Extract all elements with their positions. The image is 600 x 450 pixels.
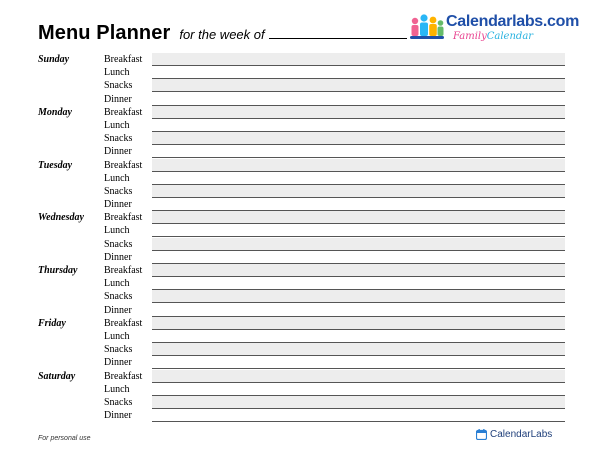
planner-row (38, 66, 565, 79)
menu-entry-line[interactable] (152, 383, 565, 396)
planner-row (38, 53, 565, 66)
meal-label: Breakfast (104, 265, 143, 276)
planner-row (38, 132, 565, 145)
logo-brand-text: Calendarlabs.com (446, 13, 580, 30)
menu-entry-line[interactable] (152, 396, 565, 409)
planner-row (38, 343, 565, 356)
planner-row (38, 251, 565, 264)
planner-row (38, 159, 565, 172)
planner-row (38, 317, 565, 330)
planner-row (38, 185, 565, 198)
week-of-blank-line (269, 37, 407, 39)
menu-entry-line[interactable] (152, 356, 565, 369)
menu-entry-line[interactable] (152, 304, 565, 317)
planner-row (38, 238, 565, 251)
logo-tagline: FamilyCalendar (453, 31, 534, 42)
calendarlabs-logo (409, 12, 580, 44)
day-label: Sunday (38, 54, 70, 65)
meal-label: Breakfast (104, 317, 143, 329)
menu-entry-line[interactable] (152, 93, 565, 106)
menu-entry-line[interactable] (152, 370, 565, 383)
menu-entry-line[interactable] (152, 251, 565, 264)
meal-label: Snacks (104, 185, 133, 197)
menu-entry-line[interactable] (152, 159, 565, 172)
planner-row (38, 304, 565, 317)
day-label: Monday (38, 106, 72, 118)
meal-label: Breakfast (104, 54, 143, 65)
planner-row (38, 224, 565, 237)
meal-label: Lunch (104, 278, 130, 290)
meal-label: Snacks (104, 238, 133, 250)
meal-label: Lunch (104, 119, 130, 131)
meal-label: Lunch (104, 383, 130, 395)
day-label: Friday (38, 317, 66, 329)
menu-entry-line[interactable] (152, 238, 565, 251)
menu-entry-line[interactable] (152, 106, 565, 119)
meal-label: Dinner (104, 251, 132, 263)
meal-label: Lunch (104, 172, 130, 184)
meal-label: Breakfast (104, 370, 143, 382)
family-figures-icon (409, 14, 445, 42)
planner-row (38, 93, 565, 106)
day-label: Thursday (38, 265, 78, 276)
meal-label: Dinner (104, 146, 132, 158)
planner-row (38, 79, 565, 92)
meal-label: Snacks (104, 344, 133, 356)
menu-entry-line[interactable] (152, 145, 565, 158)
planner-row (38, 409, 565, 422)
menu-entry-line[interactable] (152, 198, 565, 211)
day-label: Saturday (38, 370, 76, 382)
menu-entry-line[interactable] (152, 66, 565, 79)
menu-entry-line[interactable] (152, 330, 565, 343)
day-label: Wednesday (38, 212, 84, 224)
menu-entry-line[interactable] (152, 343, 565, 356)
menu-entry-line[interactable] (152, 224, 565, 237)
meal-label: Dinner (104, 357, 132, 369)
day-label: Tuesday (38, 159, 73, 171)
planner-row (38, 356, 565, 369)
page-title: Menu Planner (38, 22, 171, 44)
menu-entry-line[interactable] (152, 277, 565, 290)
week-of-label: for the week of (179, 27, 265, 42)
planner-row (38, 290, 565, 303)
planner-row (38, 145, 565, 158)
planner-row (38, 330, 565, 343)
menu-entry-line[interactable] (152, 53, 565, 66)
meal-label: Dinner (104, 410, 132, 422)
menu-entry-line[interactable] (152, 172, 565, 185)
menu-entry-line[interactable] (152, 79, 565, 92)
calendar-icon (476, 429, 487, 440)
meal-label: Lunch (104, 330, 130, 342)
menu-entry-line[interactable] (152, 119, 565, 132)
meal-label: Breakfast (104, 159, 143, 171)
planner-row (38, 119, 565, 132)
planner-row (38, 172, 565, 185)
menu-entry-line[interactable] (152, 132, 565, 145)
footer-brand-label: CalendarLabs (490, 429, 553, 440)
menu-entry-line[interactable] (152, 264, 565, 277)
planner-row (38, 106, 565, 119)
meal-label: Snacks (104, 396, 133, 408)
planner-row (38, 211, 565, 224)
menu-entry-line[interactable] (152, 185, 565, 198)
meal-label: Lunch (104, 67, 130, 79)
planner-row (38, 198, 565, 211)
meal-label: Breakfast (104, 212, 143, 224)
menu-planner-grid (38, 53, 565, 422)
menu-entry-line[interactable] (152, 409, 565, 422)
planner-row (38, 383, 565, 396)
menu-entry-line[interactable] (152, 290, 565, 303)
planner-row (38, 264, 565, 277)
planner-row (38, 277, 565, 290)
meal-label: Snacks (104, 80, 133, 92)
planner-header (38, 22, 407, 45)
planner-row (38, 370, 565, 383)
menu-entry-line[interactable] (152, 317, 565, 330)
meal-label: Lunch (104, 225, 130, 237)
meal-label: Snacks (104, 291, 133, 303)
menu-entry-line[interactable] (152, 211, 565, 224)
footer-brand (476, 429, 552, 440)
footer-note: For personal use (38, 435, 91, 442)
meal-label: Snacks (104, 133, 133, 145)
meal-label: Dinner (104, 93, 132, 105)
meal-label: Dinner (104, 199, 132, 211)
planner-row (38, 396, 565, 409)
meal-label: Dinner (104, 304, 132, 316)
meal-label: Breakfast (104, 106, 143, 118)
